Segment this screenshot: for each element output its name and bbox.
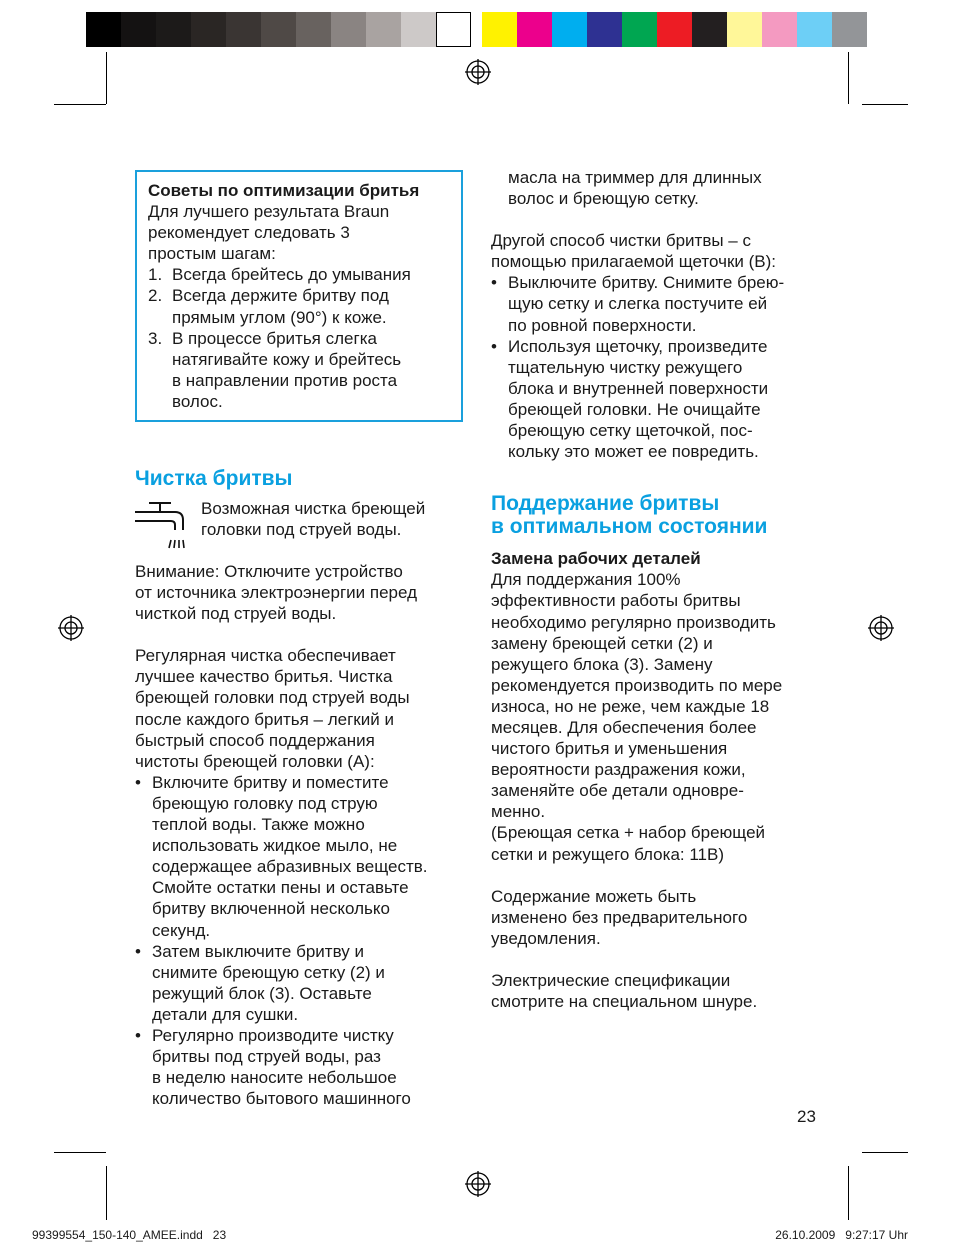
grayscale-color-bar [86, 12, 471, 47]
text-line: чистого бритья и уменьшения [491, 739, 728, 759]
text-line: заменяйте обе детали одновре- [491, 781, 744, 801]
step-text: Всегда брейтесь до умывания [172, 265, 411, 285]
bullet-icon: • [135, 941, 141, 961]
list-item [491, 336, 831, 463]
list-item-text: Выключите бритву. Снимите брею- щую сетку и слегка постучите ей по ровной поверхности. [508, 273, 785, 335]
text-line: сетки и режущего блока: 11B) [491, 844, 724, 864]
text-line: чисткой под струей воды. [135, 604, 337, 624]
parts-replacement-title: Замена рабочих деталей [491, 549, 701, 569]
list-item-text: Используя щеточку, произведите тщательную чистку режущего блока и внутренней поверхности бреющей головки. Не очищайте бреющую сетку щеточкой, пос- кольку это может ее повредить. [508, 336, 769, 462]
right-column [491, 167, 831, 1012]
color-swatch [401, 12, 436, 47]
text-line: износа, но не реже, чем каждые 18 [491, 696, 770, 716]
registration-mark-icon [58, 615, 84, 641]
text-line: менно. [491, 802, 546, 822]
parts-replacement-text [491, 569, 831, 864]
color-swatch [436, 12, 471, 47]
color-swatch [191, 12, 226, 47]
color-swatch [156, 12, 191, 47]
text-line: бреющей головки под струей воды [135, 688, 410, 708]
crop-mark [862, 1152, 908, 1153]
heading-line: Поддержание бритвы [491, 492, 720, 516]
list-item-text: Затем выключите бритву и снимите бреющую сетку (2) и режущий блок (3). Оставьте детали для сушки. [152, 941, 385, 1024]
bullet-icon: • [491, 273, 497, 293]
text-line: Внимание: Отключите устройство [135, 562, 403, 581]
text-line: после каждого бритья – легкий и [135, 709, 394, 729]
text-line: месяцев. Для обеспечения более [491, 717, 757, 737]
text-line: уведомления. [491, 928, 601, 948]
color-swatch [727, 12, 762, 47]
process-color-bar [482, 12, 867, 47]
text-line: от источника электроэнергии перед [135, 583, 417, 603]
registration-mark-icon [465, 1171, 491, 1197]
color-swatch [121, 12, 156, 47]
color-swatch [622, 12, 657, 47]
warning-text [135, 561, 465, 624]
brush-cleaning-intro [491, 230, 831, 272]
heading-line: в оптимальном состоянии [491, 515, 768, 539]
text-line: волос и бреющую сетку. [508, 189, 699, 209]
text-line: (Бреющая сетка + набор бреющей [491, 823, 766, 843]
text-line: Другой способ чистки бритвы – с [491, 231, 751, 251]
brush-steps-list [491, 272, 831, 462]
text-line: быстрый способ поддержания [135, 730, 375, 750]
text-line: масла на триммер для длинных [508, 168, 762, 187]
crop-mark [106, 52, 107, 104]
shaving-tips-box [135, 170, 463, 422]
color-swatch [762, 12, 797, 47]
text-line: Содержание можеть быть [491, 886, 697, 906]
slug-file-info: 99399554_150-140_AMEE.indd 23 [32, 1228, 227, 1242]
slug-date-time: 26.10.2009 9:27:17 Uhr [775, 1228, 908, 1242]
text-line: чистоты бреющей головки (A): [135, 751, 375, 771]
tips-title: Советы по оптимизации бритья [148, 181, 420, 200]
text-line: Электрические спецификации [491, 970, 731, 990]
color-swatch [552, 12, 587, 47]
tip-step [148, 328, 451, 412]
regular-cleaning-text [135, 645, 465, 772]
color-swatch [797, 12, 832, 47]
color-swatch [261, 12, 296, 47]
icon-caption [201, 498, 425, 552]
list-item-text: Включите бритву и поместите бреющую головку под струю теплой воды. Также можно использовать жидкое мыло, не содержащее абразивных веществ. Смойте остатки пены и оставьте бритву включенной несколько секунд. [152, 772, 428, 940]
text-line: головки под струей воды. [201, 520, 402, 540]
text-line: Возможная чистка бреющей [201, 499, 426, 518]
tip-step [148, 285, 451, 327]
tip-step [148, 264, 451, 285]
text-line: необходимо регулярно производить [491, 612, 776, 632]
color-swatch [86, 12, 121, 47]
color-swatch [296, 12, 331, 47]
water-cleaning-note [135, 498, 465, 552]
text-line: Для лучшего результата Braun [148, 202, 390, 222]
color-swatch [226, 12, 261, 47]
water-tap-icon [135, 500, 201, 552]
change-notice [491, 886, 831, 949]
text-line: рекомендует следовать 3 [148, 223, 350, 243]
color-swatch [331, 12, 366, 47]
step-number: 3. [148, 328, 163, 348]
list-item [491, 272, 831, 335]
text-line: замену бреющей сетки (2) и [491, 633, 713, 653]
text-line: Регулярная чистка обеспечивает [135, 646, 396, 666]
bullet-icon: • [135, 772, 141, 792]
crop-mark [862, 104, 908, 105]
text-line: вероятности раздражения кожи, [491, 760, 746, 780]
text-line: помощью прилагаемой щеточки (B): [491, 252, 777, 272]
crop-mark [54, 1152, 106, 1153]
text-line: лучшее качество бритья. Чистка [135, 667, 393, 687]
maintenance-heading [491, 492, 831, 538]
crop-mark [106, 1166, 107, 1220]
bullet-icon: • [491, 336, 497, 356]
text-line: рекомендуется производить по мере [491, 675, 783, 695]
step-number: 2. [148, 286, 163, 306]
electrical-specs-note [491, 970, 831, 1012]
color-swatch [692, 12, 727, 47]
crop-mark [54, 104, 106, 105]
tips-steps-list [148, 264, 451, 412]
text-line: смотрите на специальном шнуре. [491, 992, 758, 1011]
cleaning-heading: Чистка бритвы [135, 467, 293, 490]
list-item [135, 941, 465, 1025]
bullet-icon: • [135, 1025, 141, 1045]
registration-mark-icon [465, 59, 491, 85]
page-number: 23 [797, 1107, 816, 1126]
text-line: Для поддержания 100% [491, 570, 681, 590]
cleaning-steps-list [135, 772, 465, 1110]
color-swatch [366, 12, 401, 47]
crop-mark [848, 1166, 849, 1220]
text-line: изменено без предварительного [491, 907, 748, 927]
continuation-text [491, 167, 831, 209]
step-number: 1. [148, 265, 163, 285]
color-swatch [657, 12, 692, 47]
color-swatch [587, 12, 622, 47]
cleaning-section [135, 467, 465, 1109]
color-swatch [832, 12, 867, 47]
list-item [135, 1025, 465, 1109]
step-text: В процессе бритья слегка натягивайте кожу и брейтесь в направлении против роста волос. [172, 328, 402, 411]
step-text: Всегда держите бритву под прямым углом (90°) к коже. [172, 286, 389, 327]
list-item-text: Регулярно производите чистку бритвы под струей воды, раз в неделю наносите небольшое количество бытового машинного [152, 1025, 411, 1109]
text-line: простым шагам: [148, 244, 276, 264]
registration-mark-icon [868, 615, 894, 641]
list-item [135, 772, 465, 941]
text-line: режущего блока (3). Замену [491, 654, 713, 674]
tips-intro [148, 201, 451, 264]
crop-mark [848, 52, 849, 104]
color-swatch [517, 12, 552, 47]
color-swatch [482, 12, 517, 47]
text-line: эффективности работы бритвы [491, 591, 741, 611]
